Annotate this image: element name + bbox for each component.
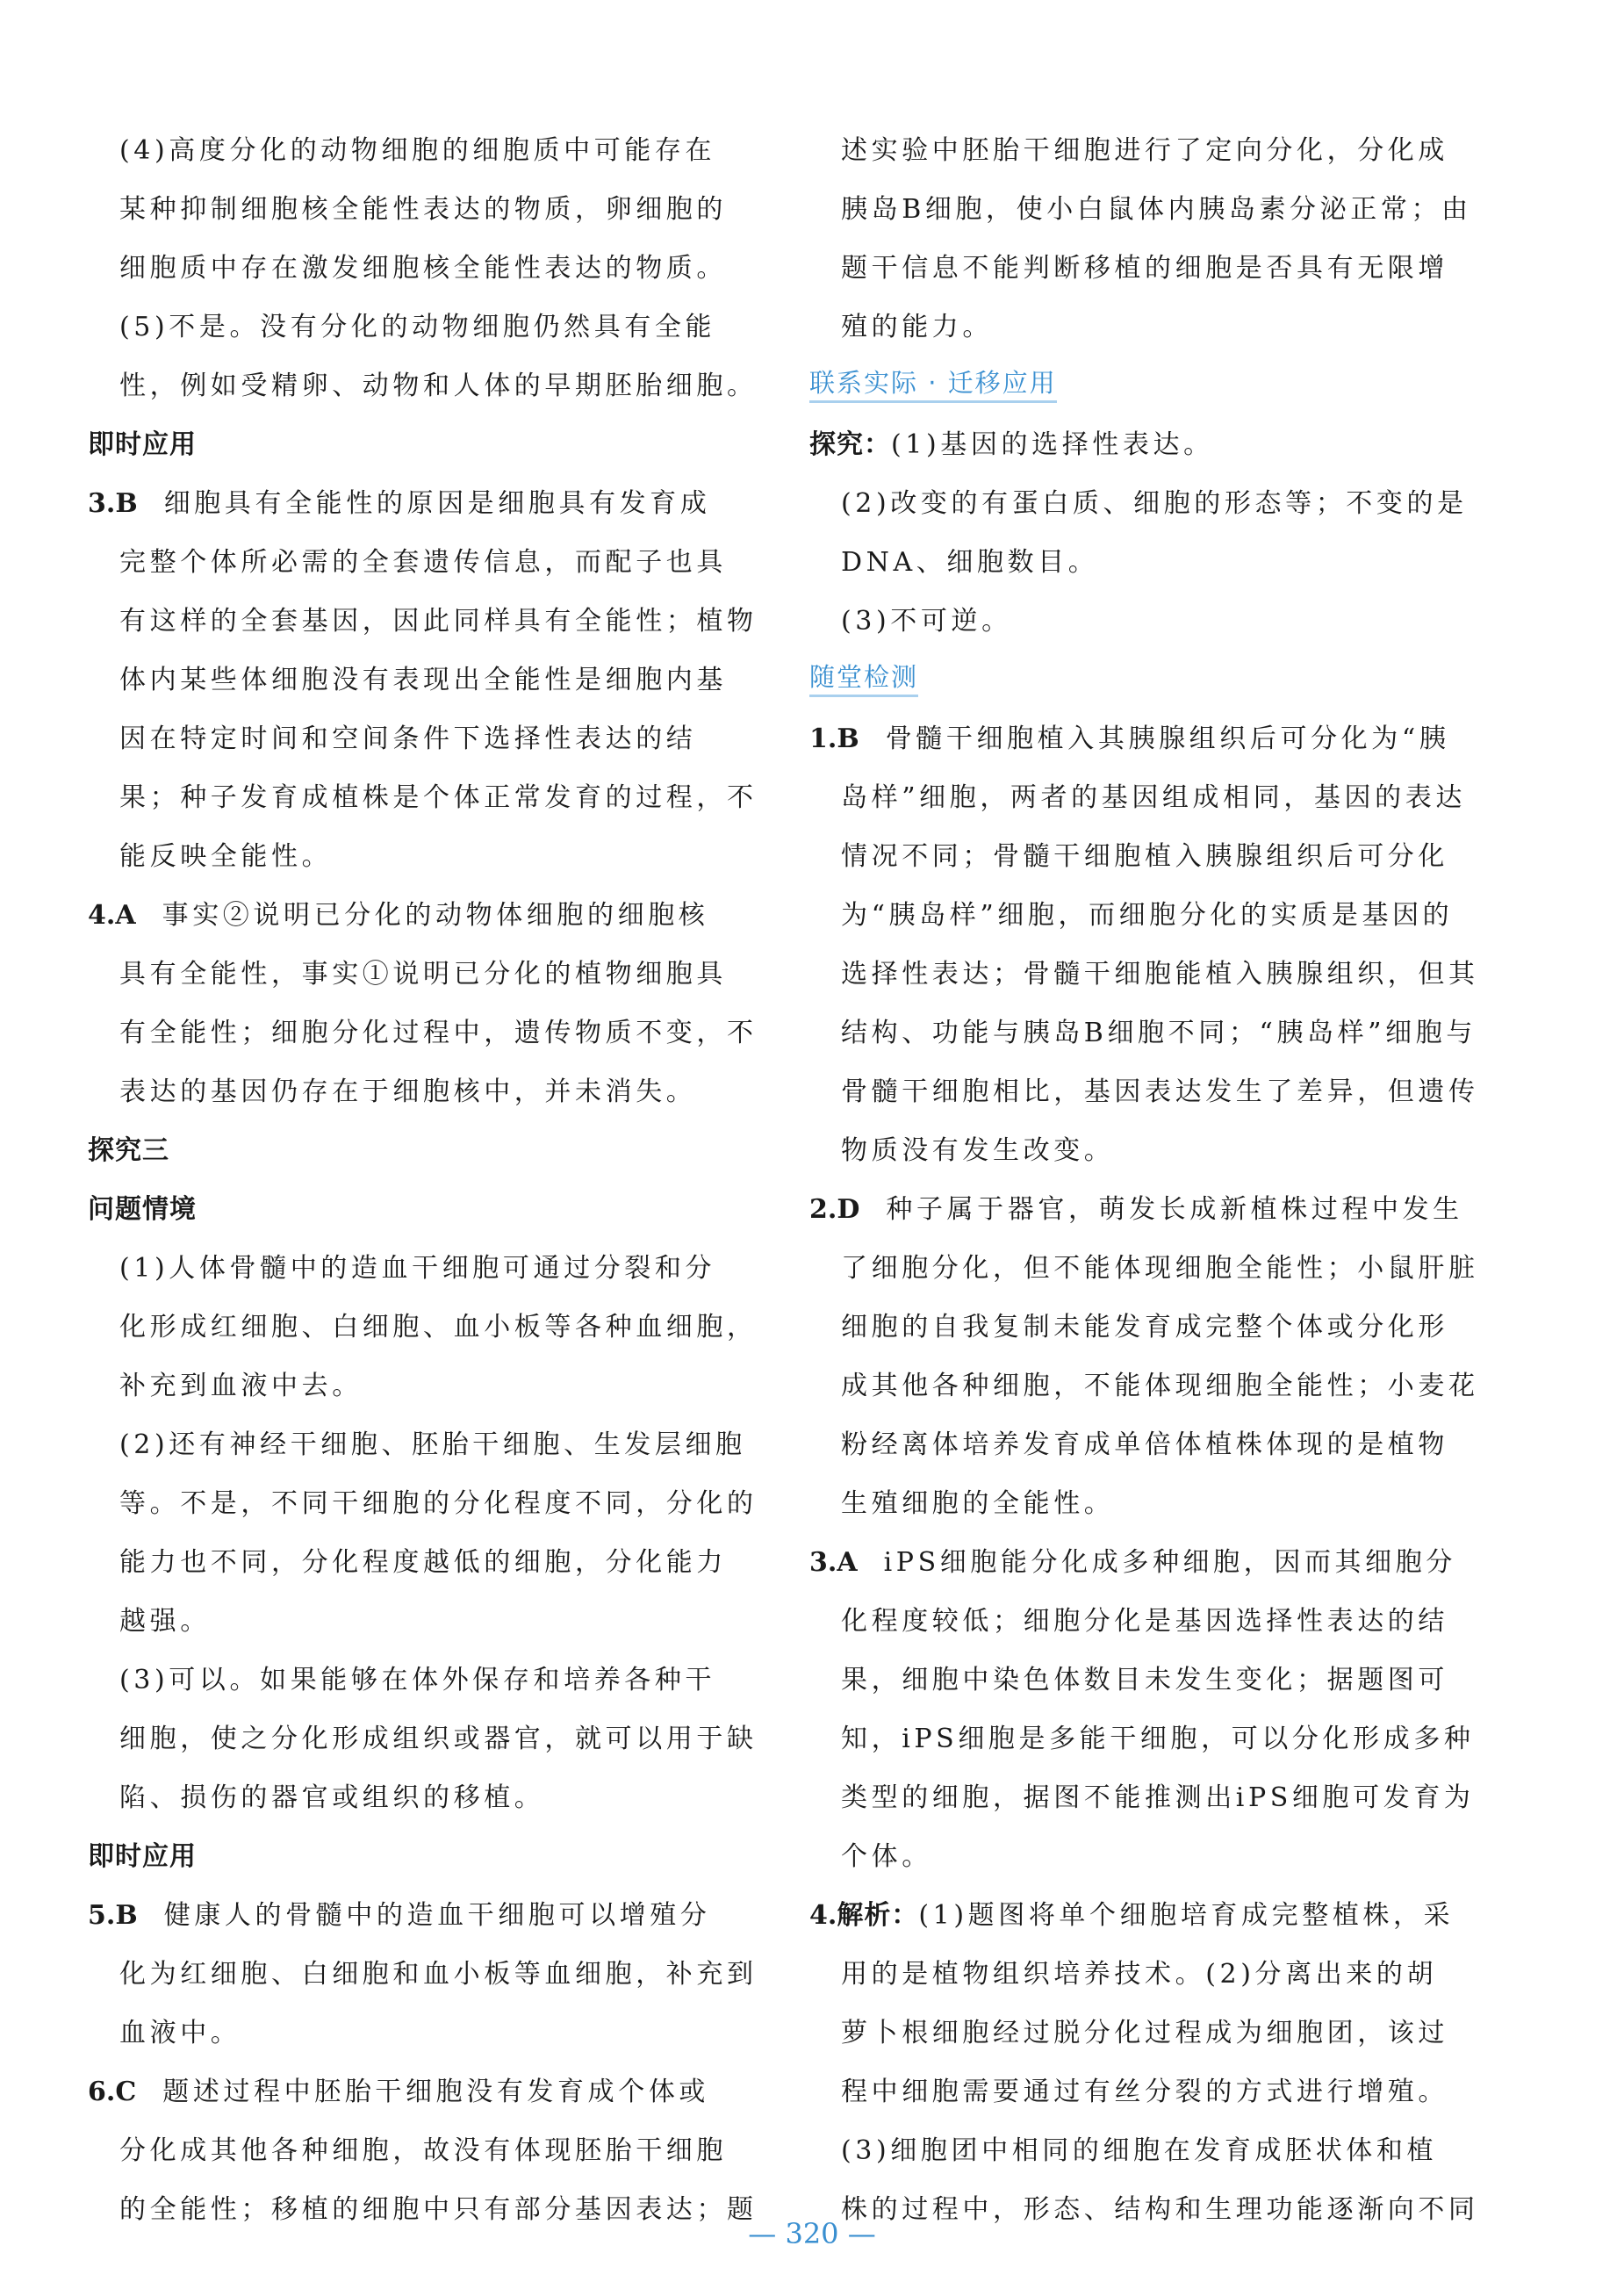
text-line: (3)不可逆。: [841, 606, 1012, 637]
text-line: 骨髓干细胞相比，基因表达发生了差异，但遗传: [841, 1076, 1479, 1107]
answer-letter: B: [115, 1900, 138, 1931]
text-line: 结构、功能与胰岛B细胞不同；“胰岛样”细胞与: [841, 1018, 1477, 1048]
question-number: 6.: [88, 2077, 116, 2107]
question-number: 2.: [809, 1194, 837, 1225]
text-line: 果，细胞中染色体数目未发生变化；据题图可: [841, 1665, 1448, 1695]
question-3: [88, 474, 737, 533]
text-line: 粉经离体培养发育成单倍体植株体现的是植物: [841, 1429, 1448, 1460]
text-line: 题述过程中胚胎干细胞没有发育成个体或: [162, 2077, 710, 2107]
text-line: 个体。: [841, 1841, 932, 1872]
text-line: 化为红细胞、白细胞和血小板等血细胞，补充到: [119, 1959, 758, 1990]
text-line: 化程度较低；细胞分化是基因选择性表达的结: [841, 1606, 1448, 1637]
text-line: 类型的细胞，据图不能推测出iPS细胞可发育为: [841, 1782, 1475, 1813]
section-label-wrap: [809, 356, 1459, 415]
text-line: 血液中。: [119, 2018, 241, 2048]
section-label-wrap: [809, 651, 1459, 709]
answer-letter: B: [837, 723, 859, 754]
text-line: 能力也不同，分化程度越低的细胞，分化能力: [119, 1547, 727, 1578]
explore-label: 探究：: [809, 429, 891, 460]
text-line: 表达的基因仍存在于细胞核中，并未消失。: [119, 1076, 697, 1107]
text-line: 有全能性；细胞分化过程中，遗传物质不变，不: [119, 1018, 758, 1048]
text-line: 具有全能性，事实①说明已分化的植物细胞具: [119, 959, 727, 990]
text-line: 情况不同；骨髓干细胞植入胰腺组织后可分化: [841, 841, 1448, 872]
text-line: 分化成其他各种细胞，故没有体现胚胎干细胞: [119, 2135, 727, 2166]
answer-letter: A: [115, 900, 136, 931]
answer-letter: C: [115, 2077, 137, 2107]
question-number: 3.: [809, 1547, 837, 1578]
right-column: [809, 121, 1479, 2239]
text-line: 骨髓干细胞植入其胰腺组织后可分化为“胰: [885, 723, 1450, 754]
text-line: 用的是植物组织培养技术。(2)分离出来的胡: [841, 1959, 1438, 1990]
text-line: (1)题图将单个细胞培育成完整植株，采: [918, 1900, 1455, 1931]
section-label: 随堂检测: [809, 659, 918, 697]
text-line: 果；种子发育成植株是个体正常发育的过程，不: [119, 782, 758, 813]
question-number: 4.: [88, 900, 116, 931]
text-line: 了细胞分化，但不能体现细胞全能性；小鼠肝脏: [841, 1253, 1479, 1284]
section-heading: 问题情境: [88, 1194, 197, 1225]
left-column: [88, 121, 758, 2239]
analysis-label: 解析：: [837, 1900, 919, 1931]
text-line: 补充到血液中去。: [119, 1371, 363, 1401]
text-line: 种子属于器官，萌发长成新植株过程中发生: [886, 1194, 1463, 1225]
answer-letter: A: [837, 1547, 858, 1578]
text-line: 细胞，使之分化形成组织或器官，就可以用于缺: [119, 1724, 758, 1754]
text-line: 能反映全能性。: [119, 841, 333, 872]
text-line: 述实验中胚胎干细胞进行了定向分化，分化成: [841, 135, 1448, 166]
text-line: 的全能性；移植的细胞中只有部分基因表达；题: [119, 2194, 758, 2225]
text-line: iPS细胞能分化成多种细胞，因而其细胞分: [883, 1547, 1456, 1578]
text-line: 岛样”细胞，两者的基因组成相同，基因的表达: [841, 782, 1466, 813]
text-line: 为“胰岛样”细胞，而细胞分化的实质是基因的: [841, 900, 1454, 931]
text-line: (4)高度分化的动物细胞的细胞质中可能存在: [119, 135, 716, 166]
text-line: (3)细胞团中相同的细胞在发育成胚状体和植: [841, 2135, 1438, 2166]
text-line: 某种抑制细胞核全能性表达的物质，卵细胞的: [119, 194, 727, 225]
explore-line: [809, 415, 1459, 474]
text-line: 性，例如受精卵、动物和人体的早期胚胎细胞。: [119, 371, 758, 401]
text-line: (5)不是。没有分化的动物细胞仍然具有全能: [119, 312, 716, 342]
text-line: 知，iPS细胞是多能干细胞，可以分化形成多种: [841, 1724, 1475, 1754]
text-line: 物质没有发生改变。: [841, 1135, 1115, 1166]
text-line: 题干信息不能判断移植的细胞是否具有无限增: [841, 253, 1448, 284]
text-line: 化形成红细胞、白细胞、血小板等各种血细胞，: [119, 1312, 758, 1343]
section-heading: 即时应用: [88, 1841, 197, 1872]
text-line: 有这样的全套基因，因此同样具有全能性；植物: [119, 606, 758, 637]
question-4: [88, 886, 737, 945]
text-line: 株的过程中，形态、结构和生理功能逐渐向不同: [841, 2194, 1479, 2225]
question-number: 5.: [88, 1900, 116, 1931]
page-number: — 320 —: [748, 2217, 876, 2250]
question-5: [88, 1886, 737, 1945]
question-number: 1.: [809, 723, 837, 754]
text-line: 程中细胞需要通过有丝分裂的方式进行增殖。: [841, 2077, 1448, 2107]
text-line: 殖的能力。: [841, 312, 993, 342]
section-heading: 即时应用: [88, 429, 197, 460]
text-line: 越强。: [119, 1606, 211, 1637]
text-line: 选择性表达；骨髓干细胞能植入胰腺组织，但其: [841, 959, 1479, 990]
text-line: 体内某些体细胞没有表现出全能性是细胞内基: [119, 665, 727, 695]
text-line: 因在特定时间和空间条件下选择性表达的结: [119, 723, 697, 754]
question-number: 3.: [88, 488, 116, 519]
text-line: 细胞质中存在激发细胞核全能性表达的物质。: [119, 253, 727, 284]
text-line: 等。不是，不同干细胞的分化程度不同，分化的: [119, 1488, 758, 1519]
question-6: [88, 2062, 737, 2121]
answer-letter: D: [837, 1194, 860, 1225]
text-line: 完整个体所必需的全套遗传信息，而配子也具: [119, 547, 727, 578]
question-r2: [809, 1180, 1463, 1239]
text-line: 陷、损伤的器官或组织的移植。: [119, 1782, 545, 1813]
text-line: (1)人体骨髓中的造血干细胞可通过分裂和分: [119, 1253, 716, 1284]
text-line: 生殖细胞的全能性。: [841, 1488, 1115, 1519]
text-line: 胰岛B细胞，使小白鼠体内胰岛素分泌正常；由: [841, 194, 1472, 225]
question-r3: [809, 1533, 1459, 1592]
text-line: (3)可以。如果能够在体外保存和培养各种干: [119, 1665, 716, 1695]
text-line: DNA、细胞数目。: [841, 547, 1099, 578]
section-label: 联系实际 · 迁移应用: [809, 365, 1057, 403]
question-number: 4.: [809, 1900, 837, 1931]
section-heading: 探究三: [88, 1135, 169, 1166]
question-r4: [809, 1886, 1459, 1945]
text-line: 健康人的骨髓中的造血干细胞可以增殖分: [163, 1900, 711, 1931]
answer-letter: B: [115, 488, 138, 519]
text-line: 成其他各种细胞，不能体现细胞全能性；小麦花: [841, 1371, 1479, 1401]
text-line: (2)还有神经干细胞、胚胎干细胞、生发层细胞: [119, 1429, 746, 1460]
question-r1: [809, 709, 1459, 768]
text-line: (1)基因的选择性表达。: [891, 429, 1214, 460]
text-line: 事实②说明已分化的动物体细胞的细胞核: [162, 900, 709, 931]
text-line: 细胞的自我复制未能发育成完整个体或分化形: [841, 1312, 1448, 1343]
text-line: (2)改变的有蛋白质、细胞的形态等；不变的是: [841, 488, 1468, 519]
text-line: 萝卜根细胞经过脱分化过程成为细胞团，该过: [841, 2018, 1448, 2048]
text-line: 细胞具有全能性的原因是细胞具有发育成: [163, 488, 711, 519]
